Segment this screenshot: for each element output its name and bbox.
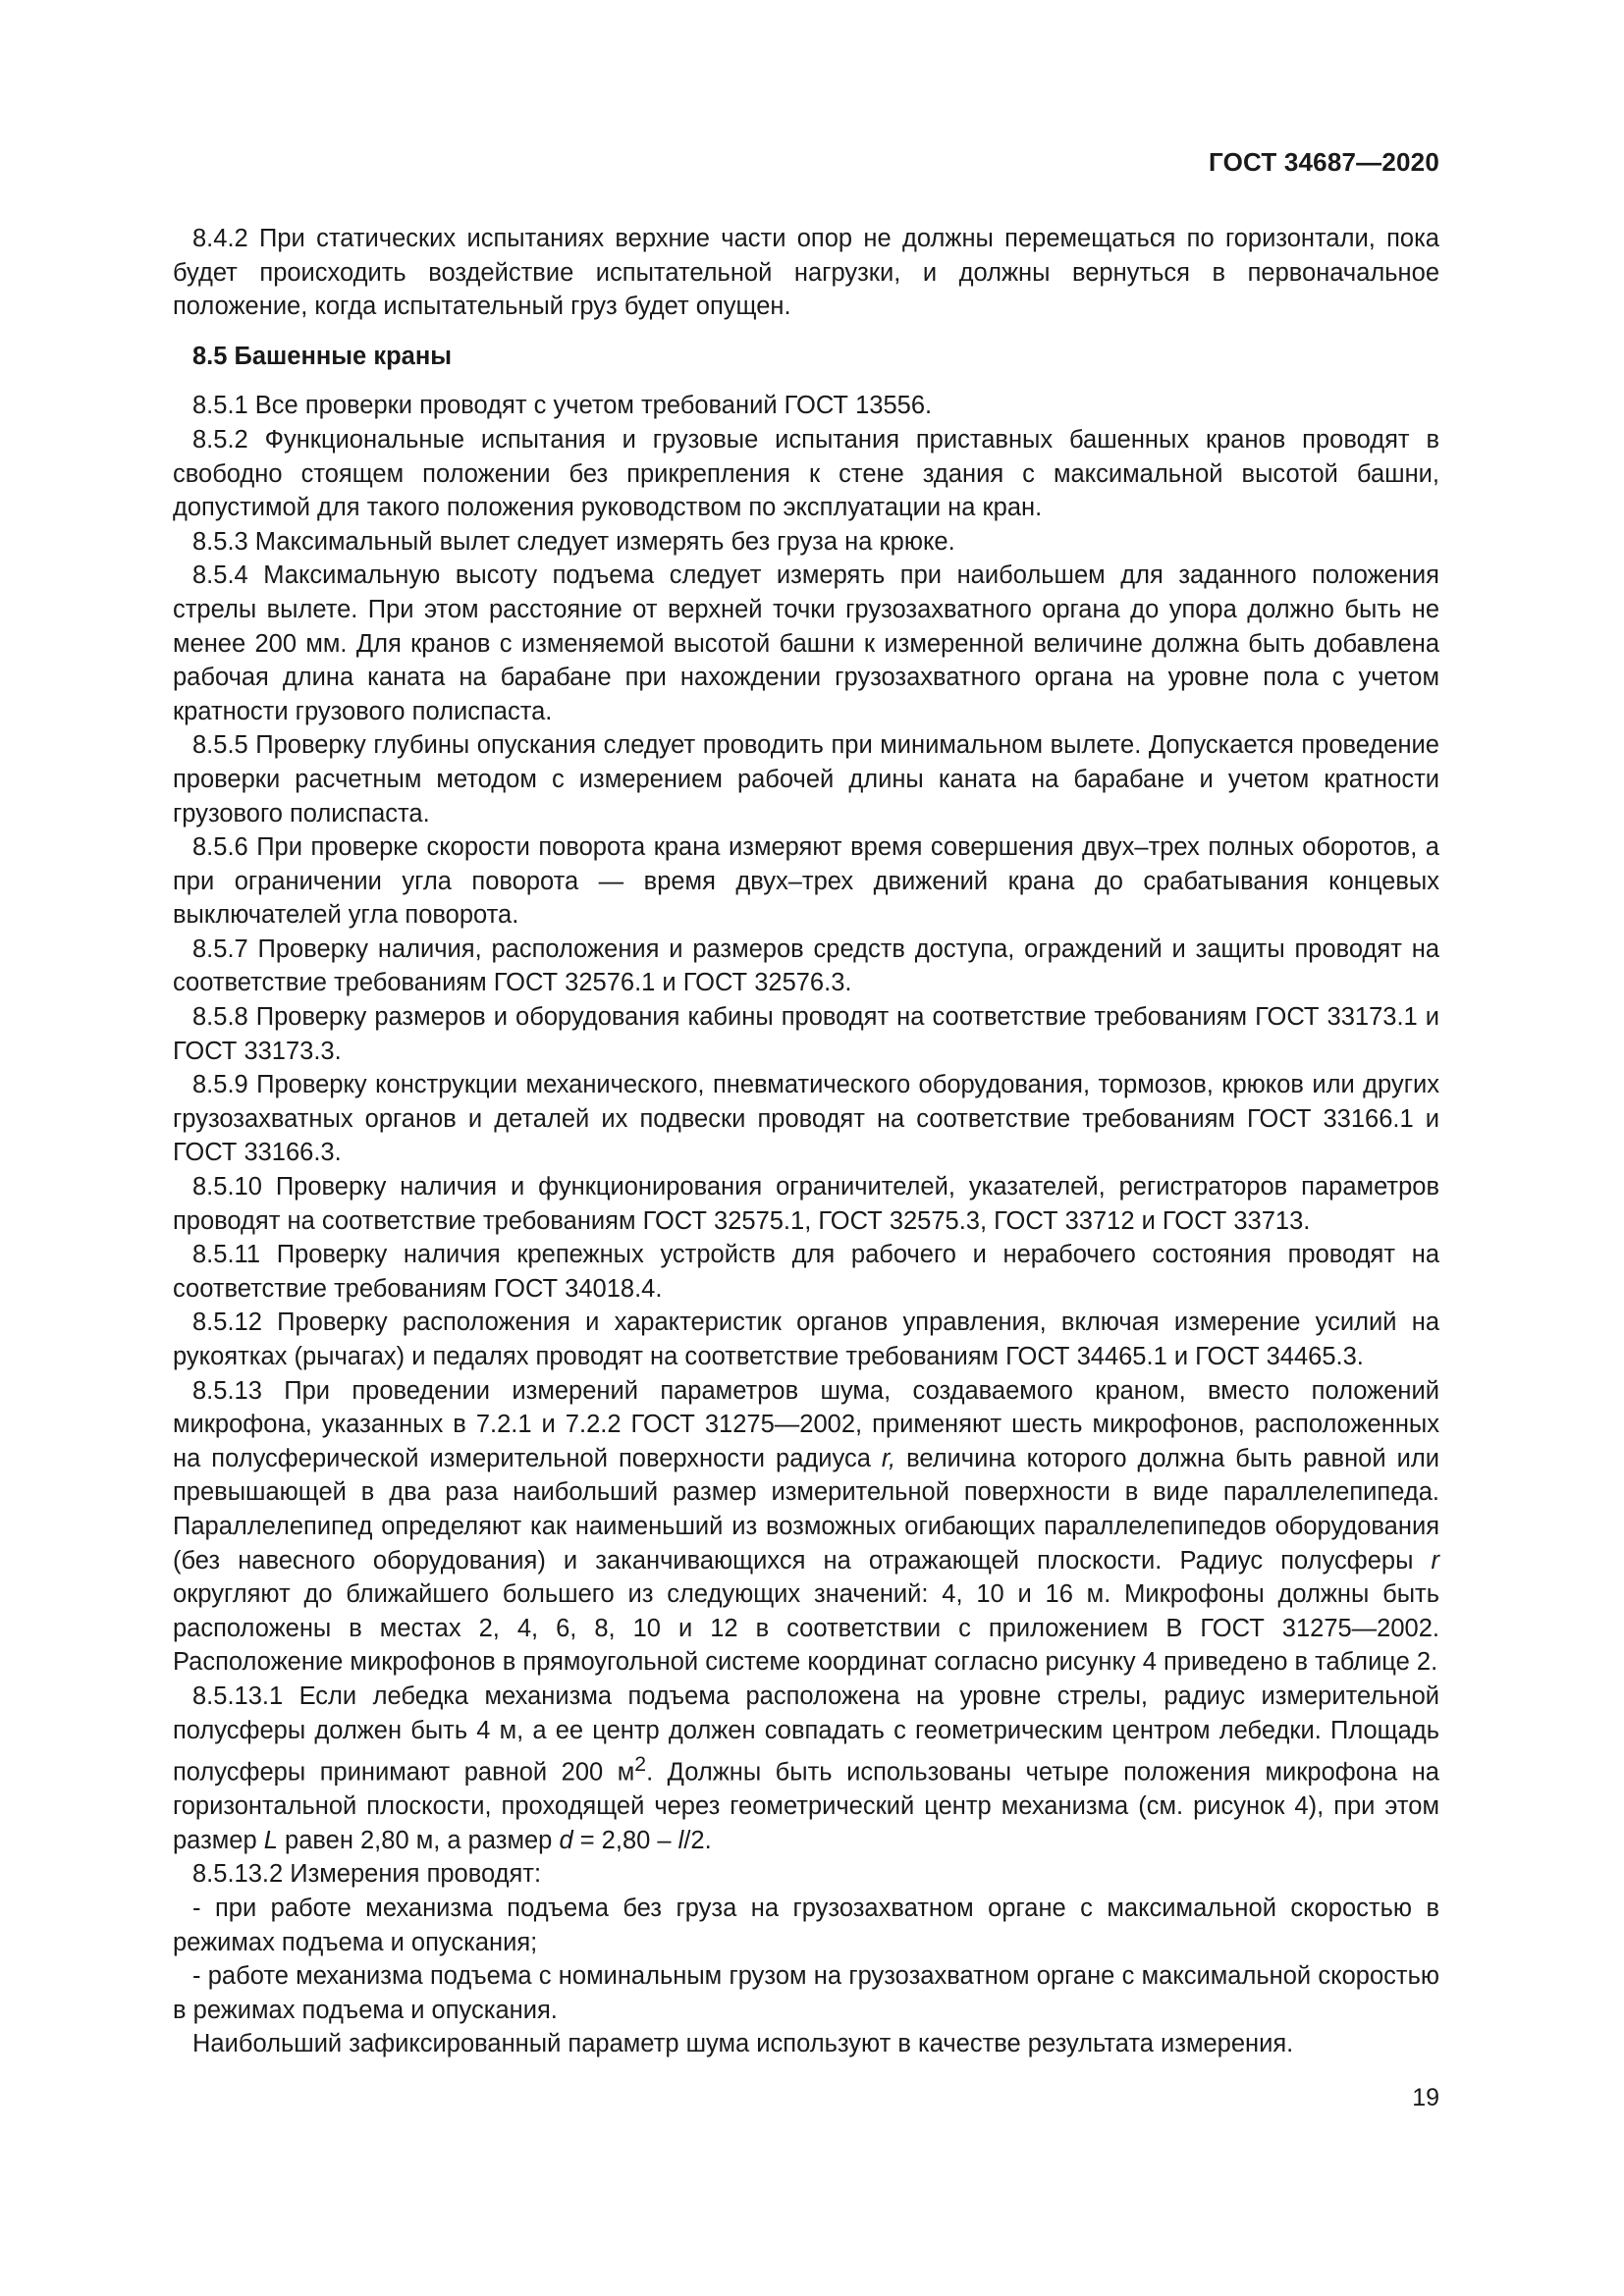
dimension-l-symbol: l: [677, 1826, 684, 1854]
page-number: 19: [1412, 2084, 1439, 2111]
paragraph-8-5-13-part-a: 8.5.13 При проведении измерений параметров шума, создаваемого краном, вместо положений микрофона, указанных в 7.2.1 и 7.2.2 ГОСТ 31275—2002, применяют шесть микрофонов, расположенных на полусферической измерительной поверхности радиуса: [173, 1376, 1439, 1472]
radius-symbol: r,: [881, 1444, 896, 1472]
document-id-header: ГОСТ 34687—2020: [1209, 147, 1439, 177]
dimension-d-symbol: d: [559, 1826, 573, 1854]
paragraph-8-5-13-1-part-e: = 2,80 –: [572, 1826, 678, 1854]
section-heading-8-5: 8.5 Башенные краны: [192, 342, 453, 370]
paragraph-8-5-13-1-part-f: /2.: [683, 1826, 712, 1854]
paragraph-8-5-11: 8.5.11 Проверку наличия крепежных устройств для рабочего и нерабочего состояния проводят на соответствие требованиям ГОСТ 34018.4.: [173, 1241, 1439, 1303]
paragraph-8-5-9: 8.5.9 Проверку конструкции механического, пневматического оборудования, тормозов, крюков или других грузозахватных органов и деталей их подвески проводят на соответствие требованиям ГОСТ 33166.1 и ГОСТ 33166.3.: [173, 1071, 1439, 1167]
list-item: - при работе механизма подъема без груза на грузозахватном органе с максимальной скоростью в режимах подъема и опускания;: [173, 1895, 1439, 1956]
paragraph-8-5-13-1-part-b: . Должны быть использованы четыре положения микрофона на горизонтальной плоскости, проходящей через геометрический центр механизма (см. рисунок 4), при этом размер: [173, 1758, 1439, 1854]
radius-symbol: r: [1431, 1546, 1439, 1575]
paragraph-8-5-4: 8.5.4 Максимальную высоту подъема следует измерять при наибольшем для заданного положения стрелы вылете. При этом расстояние от верхней точки грузозахватного органа до упора должно быть не менее 200 мм. Для кранов с изменяемой высотой башни к измеренной величине должна быть добавлена рабочая длина каната на барабане при нахождении грузозахватного органа на уровне пола с учетом кратности грузового полиспаста.: [173, 561, 1439, 725]
paragraph-8-5-13-1-part-a: 8.5.13.1 Если лебедка механизма подъема расположена на уровне стрелы, радиус измерительной полусферы должен быть 4 м, а ее центр должен совпадать с геометрическим центром лебедки. Площадь полусферы принимают равной 200 м: [173, 1682, 1439, 1787]
paragraph-8-5-3: 8.5.3 Максимальный вылет следует измерять без груза на крюке.: [192, 527, 955, 556]
paragraph-8-5-6: 8.5.6 При проверке скорости поворота крана измеряют время совершения двух–трех полных оборотов, а при ограничении угла поворота — время двух–трех движений крана до срабатывания концевых выключателей угла поворота.: [173, 833, 1439, 930]
paragraph-8-5-7: 8.5.7 Проверку наличия, расположения и размеров средств доступа, ограждений и защиты проводят на соответствие требованиям ГОСТ 32576.1 и ГОСТ 32576.3.: [173, 934, 1439, 997]
document-body: [173, 222, 1439, 2061]
superscript-squared: 2: [634, 1752, 647, 1777]
dimension-L-symbol: L: [263, 1826, 278, 1854]
paragraph-8-5-12: 8.5.12 Проверку расположения и характеристик органов управления, включая измерение усилий на рукоятках (рычагах) и педалях проводят на соответствие требованиям ГОСТ 34465.1 и ГОСТ 34465.3.: [173, 1308, 1439, 1370]
paragraph-8-5-10: 8.5.10 Проверку наличия и функционирования ограничителей, указателей, регистраторов параметров проводят на соответствие требованиям ГОСТ 32575.1, ГОСТ 32575.3, ГОСТ 33712 и ГОСТ 33713.: [173, 1173, 1439, 1235]
list-item: - работе механизма подъема с номинальным грузом на грузозахватном органе с максимальной скоростью в режимах подъема и опускания.: [173, 1962, 1439, 2024]
paragraph-8-5-13: [173, 1374, 1439, 1680]
paragraph-8-5-5: 8.5.5 Проверку глубины опускания следует проводить при минимальном вылете. Допускается проведение проверки расчетным методом с измерением рабочей длины каната на барабане и учетом кратности грузового полиспаста.: [173, 731, 1439, 828]
paragraph-8-5-13-1: [173, 1680, 1439, 1857]
paragraph-final: Наибольший зафиксированный параметр шума используют в качестве результата измерения.: [192, 2030, 1294, 2058]
paragraph-8-5-2: 8.5.2 Функциональные испытания и грузовые испытания приставных башенных кранов проводят в свободно стоящем положении без прикрепления к стене здания с максимальной высотой башни, допустимой для такого положения руководством по эксплуатации на кран.: [173, 425, 1439, 522]
paragraph-8-4-2: 8.4.2 При статических испытаниях верхние части опор не должны перемещаться по горизонтали, пока будет происходить воздействие испытательной нагрузки, и должны вернуться в первоначальное положение, когда испытательный груз будет опущен.: [173, 225, 1439, 321]
paragraph-8-5-13-2: 8.5.13.2 Измерения проводят:: [192, 1860, 542, 1889]
paragraph-8-5-13-1-part-c: равен 2,80 м, а размер: [277, 1826, 560, 1854]
paragraph-8-5-8: 8.5.8 Проверку размеров и оборудования кабины проводят на соответствие требованиям ГОСТ 33173.1 и ГОСТ 33173.3.: [173, 1003, 1439, 1065]
paragraph-8-5-13-part-c: округляют до ближайшего большего из следующих значений: 4, 10 и 16 м. Микрофоны должны быть расположены в местах 2, 4, 6, 8, 10 и 12 в соответствии с приложением В ГОСТ 31275—2002. Расположение микрофонов в прямоугольной системе координат согласно рисунку 4 приведено в таблице 2.: [173, 1580, 1439, 1677]
paragraph-8-5-13-part-b: величина которого должна быть равной или превышающей в два раза наибольший размер измерительной поверхности в виде параллелепипеда. Параллелепипед определяют как наименьший из возможных огибающих параллелепипедов оборудования (без навесного оборудования) и заканчивающихся на отражающей плоскости. Радиус полусферы: [173, 1444, 1439, 1575]
paragraph-8-5-1: 8.5.1 Все проверки проводят с учетом требований ГОСТ 13556.: [192, 392, 933, 420]
